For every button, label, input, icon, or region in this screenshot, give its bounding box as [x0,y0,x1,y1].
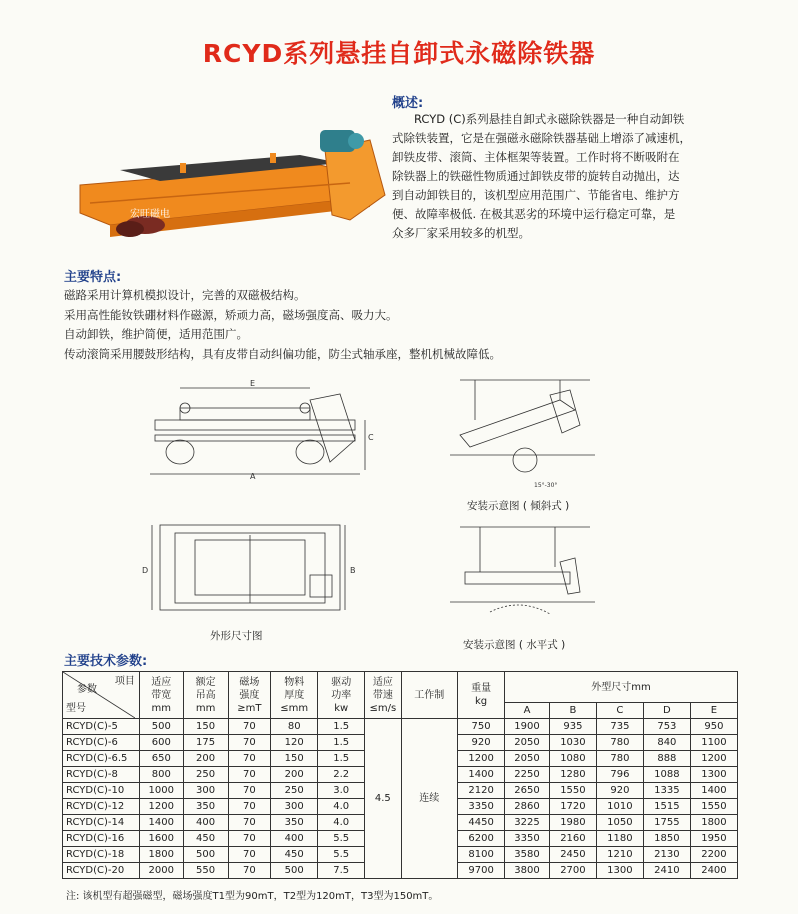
cell-A: 2050 [505,735,550,751]
cell-model: RCYD(C)-18 [63,847,140,863]
outline-caption: 外形尺寸图 [210,630,263,642]
outline-top-view [140,515,370,625]
cell-width: 600 [139,735,183,751]
feature-item: 自动卸铁，维护简便，适用范围广。 [64,327,248,341]
cell-width: 650 [139,751,183,767]
cell-thick: 300 [271,799,318,815]
product-photo [70,125,390,260]
cell-field: 70 [228,767,271,783]
level-install-diagram [450,522,600,627]
level-caption: 安装示意图 ( 水平式 ) [463,639,566,651]
cell-height: 300 [183,783,228,799]
cell-weight: 750 [458,719,505,735]
cell-width: 800 [139,767,183,783]
header-belt-width: 适应 带宽 mm [139,672,183,719]
cell-thick: 400 [271,831,318,847]
cell-E: 1200 [690,751,737,767]
cell-model: RCYD(C)-8 [63,767,140,783]
cell-model: RCYD(C)-6.5 [63,751,140,767]
table-row [63,719,738,735]
cell-field: 70 [228,831,271,847]
cell-B: 1720 [549,799,596,815]
angle-label: 15°-30° [534,482,558,489]
cell-B: 2160 [549,831,596,847]
cell-thick: 80 [271,719,318,735]
cell-C: 780 [596,751,643,767]
dim-E: E [250,380,256,388]
cell-height: 150 [183,719,228,735]
header-dim-C: C [596,703,643,719]
specs-heading: 主要技术参数: [64,654,148,669]
cell-B: 1980 [549,815,596,831]
cell-A: 2250 [505,767,550,783]
cell-width: 1000 [139,783,183,799]
cell-thick: 500 [271,863,318,879]
cell-E: 1300 [690,767,737,783]
cell-A: 2860 [505,799,550,815]
header-item: 项目 [114,676,135,687]
cell-field: 70 [228,863,271,879]
cell-width: 1200 [139,799,183,815]
cell-C: 1010 [596,799,643,815]
cell-height: 400 [183,815,228,831]
dim-A: A [250,472,256,480]
header-drive-power: 驱动 功率 kw [318,672,365,719]
cell-B: 2700 [549,863,596,879]
overview-line: 卸铁皮带、滚筒、主体框架等装置。工作时将不断吸附在 [392,150,680,164]
header-hang-height: 额定 吊高 mm [183,672,228,719]
header-field-strength: 磁场 强度 ≥mT [228,672,271,719]
cell-C: 1300 [596,863,643,879]
header-param: 参数 [77,684,97,695]
overview-line: RCYD (C)系列悬挂自卸式永磁除铁器是一种自动卸铁 [414,112,685,126]
cell-C: 796 [596,767,643,783]
incline-install-diagram [450,375,600,490]
cell-thick: 250 [271,783,318,799]
cell-D: 1755 [643,815,690,831]
cell-height: 450 [183,831,228,847]
cell-E: 1950 [690,831,737,847]
cell-B: 2450 [549,847,596,863]
cell-B: 935 [549,719,596,735]
cell-model: RCYD(C)-12 [63,799,140,815]
cell-height: 175 [183,735,228,751]
header-duty: 工作制 [401,672,458,719]
cell-weight: 6200 [458,831,505,847]
cell-D: 888 [643,751,690,767]
cell-power: 1.5 [318,719,365,735]
cell-thick: 150 [271,751,318,767]
cell-weight: 3350 [458,799,505,815]
cell-power: 4.0 [318,799,365,815]
header-corner [63,672,140,719]
cell-weight: 1200 [458,751,505,767]
cell-B: 1030 [549,735,596,751]
feature-item: 传动滚筒采用腰鼓形结构，具有皮带自动纠偏功能，防尘式轴承座，整机机械故障低。 [64,346,501,361]
cell-field: 70 [228,783,271,799]
cell-field: 70 [228,847,271,863]
table-header-row [63,672,738,703]
features-list [64,286,664,364]
cell-field: 70 [228,751,271,767]
overview-line: 除铁器上的铁磁性物质通过卸铁皮带的旋转自动抛出，达 [392,169,680,183]
overview-text [392,110,732,243]
overview-heading: 概述: [392,96,424,111]
cell-thick: 350 [271,815,318,831]
cell-model: RCYD(C)-5 [63,719,140,735]
cell-width: 1800 [139,847,183,863]
overview-line: 便、故障率极低. 在极其恶劣的环境中运行稳定可靠，是 [392,207,676,221]
feature-item: 磁路采用计算机模拟设计，完善的双磁极结构。 [64,288,306,302]
header-weight: 重量 kg [458,672,505,719]
cell-field: 70 [228,735,271,751]
header-belt-speed: 适应 带速 ≤m/s [365,672,401,719]
header-dim-E: E [690,703,737,719]
cell-E: 950 [690,719,737,735]
header-dim-B: B [549,703,596,719]
photo-label: 宏旺磁电 [130,209,170,220]
cell-model: RCYD(C)-16 [63,831,140,847]
header-dims-title: 外型尺寸mm [505,672,738,703]
cell-height: 550 [183,863,228,879]
dim-C: C [368,433,374,442]
cell-duty: 连续 [401,719,458,879]
cell-E: 1800 [690,815,737,831]
header-dim-A: A [505,703,550,719]
feature-item: 采用高性能钕铁硼材料作磁源，矫顽力高，磁场强度高、吸力大。 [64,307,398,322]
cell-C: 1050 [596,815,643,831]
table-note: 注: 该机型有超强磁型，磁场强度T1型为90mT，T2型为120mT，T3型为150mT。 [66,891,439,902]
cell-power: 5.5 [318,831,365,847]
cell-weight: 9700 [458,863,505,879]
cell-height: 350 [183,799,228,815]
cell-thick: 200 [271,767,318,783]
cell-B: 1080 [549,751,596,767]
cell-thick: 120 [271,735,318,751]
spec-table [62,671,738,879]
cell-C: 1210 [596,847,643,863]
cell-width: 1600 [139,831,183,847]
cell-thick: 450 [271,847,318,863]
overview-line: 众多厂家采用较多的机型。 [392,226,530,240]
page-title: RCYD系列悬挂自卸式永磁除铁器 [202,39,596,68]
overview-line: 式除铁装置，它是在强磁永磁除铁器基础上增添了减速机， [392,131,691,145]
cell-height: 200 [183,751,228,767]
dim-D: D [142,566,149,575]
cell-model: RCYD(C)-6 [63,735,140,751]
cell-A: 3350 [505,831,550,847]
header-model: 型号 [66,703,86,714]
cell-width: 2000 [139,863,183,879]
cell-width: 1400 [139,815,183,831]
cell-E: 1400 [690,783,737,799]
cell-power: 1.5 [318,735,365,751]
cell-C: 1180 [596,831,643,847]
cell-D: 1515 [643,799,690,815]
cell-weight: 920 [458,735,505,751]
cell-D: 840 [643,735,690,751]
cell-C: 780 [596,735,643,751]
cell-field: 70 [228,815,271,831]
cell-field: 70 [228,799,271,815]
dim-B: B [350,566,356,575]
cell-model: RCYD(C)-14 [63,815,140,831]
cell-weight: 1400 [458,767,505,783]
cell-model: RCYD(C)-10 [63,783,140,799]
cell-A: 3225 [505,815,550,831]
cell-D: 2130 [643,847,690,863]
cell-B: 1280 [549,767,596,783]
cell-A: 1900 [505,719,550,735]
cell-B: 1550 [549,783,596,799]
cell-D: 1850 [643,831,690,847]
cell-belt-speed: 4.5 [365,719,401,879]
cell-height: 250 [183,767,228,783]
cell-weight: 2120 [458,783,505,799]
cell-D: 1088 [643,767,690,783]
cell-C: 735 [596,719,643,735]
cell-D: 1335 [643,783,690,799]
cell-D: 753 [643,719,690,735]
cell-power: 5.5 [318,847,365,863]
cell-E: 2200 [690,847,737,863]
header-dim-D: D [643,703,690,719]
cell-power: 4.0 [318,815,365,831]
cell-A: 2650 [505,783,550,799]
cell-width: 500 [139,719,183,735]
header-material-thickness: 物料 厚度 ≤mm [271,672,318,719]
cell-A: 3580 [505,847,550,863]
cell-A: 2050 [505,751,550,767]
cell-E: 2400 [690,863,737,879]
table-body [63,719,738,879]
cell-weight: 4450 [458,815,505,831]
cell-field: 70 [228,719,271,735]
outline-side-view [140,380,380,480]
cell-power: 1.5 [318,751,365,767]
features-heading: 主要特点: [64,270,122,285]
cell-weight: 8100 [458,847,505,863]
cell-height: 500 [183,847,228,863]
cell-model: RCYD(C)-20 [63,863,140,879]
cell-D: 2410 [643,863,690,879]
incline-caption: 安装示意图 ( 倾斜式 ) [467,500,570,512]
cell-C: 920 [596,783,643,799]
cell-E: 1550 [690,799,737,815]
cell-power: 7.5 [318,863,365,879]
cell-A: 3800 [505,863,550,879]
overview-line: 到自动卸铁目的，该机型应用范围广、节能省电、维护方 [392,188,680,202]
cell-power: 2.2 [318,767,365,783]
cell-E: 1100 [690,735,737,751]
cell-power: 3.0 [318,783,365,799]
